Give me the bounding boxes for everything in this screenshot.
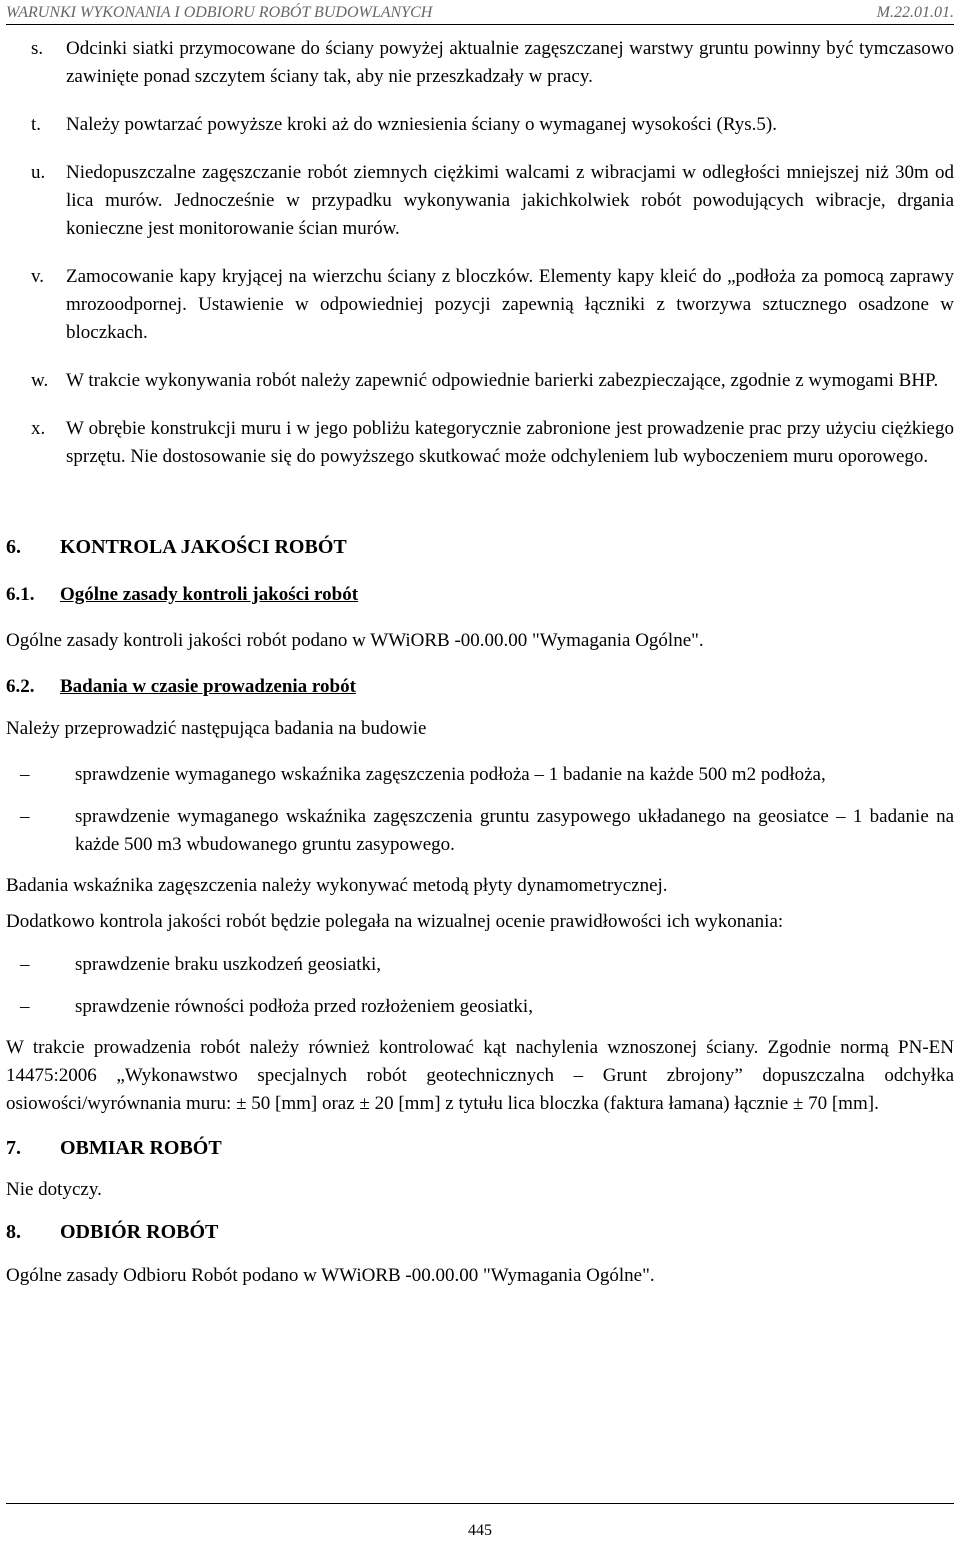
item-text: Należy powtarzać powyższe kroki aż do wzniesienia ściany o wymaganej wysokości (Rys.5). [66, 114, 777, 135]
paragraph: Ogólne zasady kontroli jakości robót podano w WWiORB -00.00.00 "Wymagania Ogólne". [6, 630, 704, 651]
item-marker: t. [31, 114, 42, 135]
list-item-x [6, 415, 954, 471]
item-marker: s. [31, 38, 44, 59]
page-number: 445 [468, 1522, 492, 1539]
subsection-number: 6.1. [6, 584, 35, 605]
dash-marker: – [20, 996, 30, 1017]
paragraph: Nie dotyczy. [6, 1179, 102, 1200]
section-number: 6. [6, 536, 21, 558]
subsection-title: Ogólne zasady kontroli jakości robót [60, 584, 359, 605]
list-item-s [6, 35, 954, 91]
item-marker: v. [31, 266, 45, 287]
list-item-u [6, 159, 954, 243]
item-text: Zamocowanie kapy kryjącej na wierzchu ściany z bloczków. Elementy kapy kleić do „podłoża za pomocą zaprawy mrozoodpornej. Ustawienie w odpowiedniej pozycji zapewnią łączniki z tworzywa sztucznego osadzone w bloczkach. [66, 266, 954, 343]
running-header [6, 2, 954, 25]
item-marker: u. [31, 162, 46, 183]
dash-item-text: sprawdzenie równości podłoża przed rozłożeniem geosiatki, [75, 996, 533, 1017]
header-spec-code: M.22.01.01. [876, 4, 954, 21]
item-text: Niedopuszczalne zagęszczanie robót ziemnych ciężkimi walcami z wibracjami w odległości mniejszej niż 30m od lica murów. Jednocześnie w przypadku wykonywania jakichkolwiek robót powodujących wibracje, drgania konieczne jest monitorowanie ścian murów. [66, 162, 954, 239]
list-item-v [6, 263, 954, 347]
dash-item-text: sprawdzenie braku uszkodzeń geosiatki, [75, 954, 382, 975]
list-item-w [6, 367, 954, 395]
dash-item-text: sprawdzenie wymaganego wskaźnika zagęszczenia gruntu zasypowego układanego na geosiatce – 1 badanie na każde 500 m3 wbudowanego gruntu zasypowego. [75, 806, 954, 855]
item-marker: x. [31, 418, 46, 439]
section-title: KONTROLA JAKOŚCI ROBÓT [60, 536, 347, 558]
dash-list-item [6, 761, 954, 789]
paragraph: Badania wskaźnika zagęszczenia należy wykonywać metodą płyty dynamometrycznej. [6, 875, 668, 896]
dash-list-item [6, 993, 954, 1021]
subsection-title: Badania w czasie prowadzenia robót [60, 676, 356, 697]
paragraph: Dodatkowo kontrola jakości robót będzie polegała na wizualnej ocenie prawidłowości ich wykonania: [6, 911, 784, 932]
document-body [6, 35, 954, 1290]
dash-marker: – [20, 954, 30, 975]
section-number: 7. [6, 1137, 21, 1159]
dash-item-text: sprawdzenie wymaganego wskaźnika zagęszczenia podłoża – 1 badanie na każde 500 m2 podłoża, [75, 764, 826, 785]
paragraph: Ogólne zasady Odbioru Robót podano w WWiORB -00.00.00 "Wymagania Ogólne". [6, 1265, 655, 1286]
section-8-heading [6, 1218, 954, 1246]
section-6-heading [6, 533, 954, 561]
header-title: WARUNKI WYKONANIA I ODBIORU ROBÓT BUDOWLANYCH [6, 4, 433, 21]
section-number: 8. [6, 1221, 21, 1243]
subsection-6-1-heading [6, 581, 954, 609]
item-text: W trakcie wykonywania robót należy zapewnić odpowiednie barierki zabezpieczające, zgodnie z wymogami BHP. [66, 370, 939, 391]
paragraph: W trakcie prowadzenia robót należy również kontrolować kąt nachylenia wznoszonej ściany. Zgodnie normą PN-EN 14475:2006 „Wykonawstwo specjalnych robót geotechnicznych – Grunt zbrojony” dopuszczalna odchyłka osiowości/wyrównania muru: ± 50 [mm] oraz ± 20 [mm] z tytułu lica bloczka (faktura łamana) łącznie ± 70 [mm]. [6, 1037, 954, 1114]
paragraph: Należy przeprowadzić następująca badania na budowie [6, 718, 427, 739]
item-text: W obrębie konstrukcji muru i w jego pobliżu kategorycznie zabronione jest prowadzenie prac przy użyciu ciężkiego sprzętu. Nie dostosowanie się do powyższego skutkować może odchyleniem lub wyboczeniem muru oporowego. [66, 418, 954, 467]
dash-marker: – [20, 806, 30, 827]
dash-list-item [6, 951, 954, 979]
subsection-number: 6.2. [6, 676, 35, 697]
page-footer [6, 1503, 954, 1540]
list-item-t [6, 111, 954, 139]
item-marker: w. [31, 370, 49, 391]
dash-marker: – [20, 764, 30, 785]
section-title: OBMIAR ROBÓT [60, 1137, 222, 1159]
item-text: Odcinki siatki przymocowane do ściany powyżej aktualnie zagęszczanej warstwy gruntu powinny być tymczasowo zawinięte ponad szczytem ściany tak, aby nie przeszkadzały w pracy. [66, 38, 954, 87]
dash-list-item [6, 803, 954, 859]
subsection-6-2-heading [6, 673, 954, 701]
section-title: ODBIÓR ROBÓT [60, 1221, 219, 1243]
section-7-heading [6, 1134, 954, 1162]
